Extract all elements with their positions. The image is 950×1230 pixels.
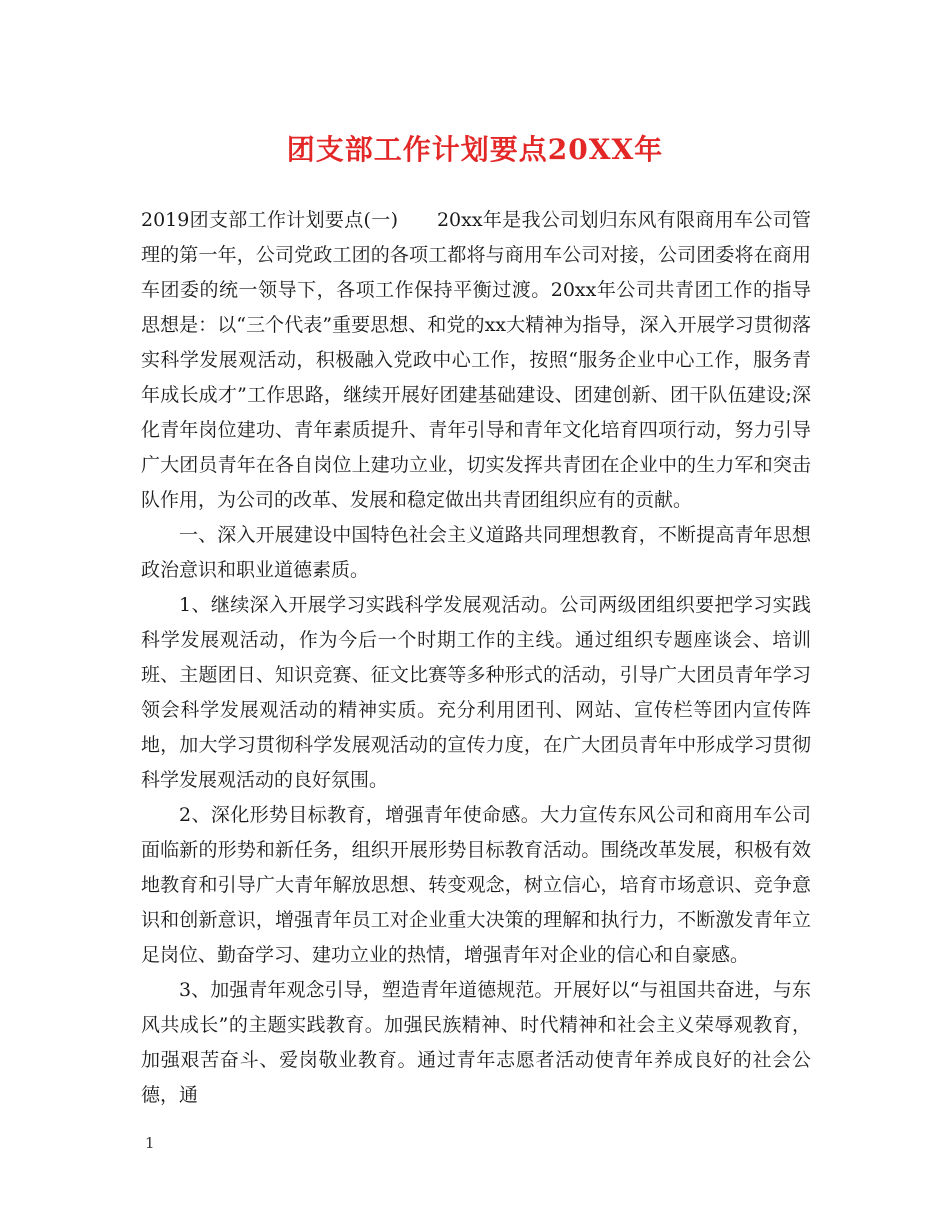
paragraph-item-2: 2、深化形势目标教育，增强青年使命感。大力宣传东风公司和商用车公司面临新的形势和新任务，组织开展形势目标教育活动。围绕改革发展，积极有效地教育和引导广大青年解放思想、转变观念，树立信心，培育市场意识、竞争意识和创新意识，增强青年员工对企业重大决策的理解和执行力，不断激发青年立足岗位、勤奋学习、建功立业的热情，增强青年对企业的信心和自豪感。 [141, 804, 811, 966]
document-body [141, 203, 811, 1113]
page-title: 团支部工作计划要点20XX年 [286, 133, 664, 166]
paragraph-item-3: 3、加强青年观念引导，塑造青年道德规范。开展好以“与祖国共奋进，与东风共成长”的主题实践教育。加强民族精神、时代精神和社会主义荣辱观教育，加强艰苦奋斗、爱岗敬业教育。通过青年志愿者活动使青年养成良好的社会公德，通 [141, 979, 811, 1106]
page-number: 1 [145, 1134, 155, 1152]
paragraph-section-1: 一、深入开展建设中国特色社会主义道路共同理想教育，不断提高青年思想政治意识和职业道德素质。 [141, 524, 811, 581]
paragraph-intro: 2019团支部工作计划要点(一) 20xx年是我公司划归东风有限商用车公司管理的第一年，公司党政工团的各项工都将与商用车公司对接，公司团委将在商用车团委的统一领导下，各项工作保持平衡过渡。20xx年公司共青团工作的指导思想是：以“三个代表”重要思想、和党的xx大精神为指导，深入开展学习贯彻落实科学发展观活动，积极融入党政中心工作，按照“服务企业中心工作，服务青年成长成才”工作思路，继续开展好团建基础建设、团建创新、团干队伍建设;深化青年岗位建功、青年素质提升、青年引导和青年文化培育四项行动，努力引导广大团员青年在各自岗位上建功立业，切实发挥共青团在企业中的生力军和突击队作用，为公司的改革、发展和稳定做出共青团组织应有的贡献。 [141, 209, 811, 511]
paragraph-item-1: 1、继续深入开展学习实践科学发展观活动。公司两级团组织要把学习实践科学发展观活动，作为今后一个时期工作的主线。通过组织专题座谈会、培训班、主题团日、知识竞赛、征文比赛等多种形式的活动，引导广大团员青年学习领会科学发展观活动的精神实质。充分利用团刊、网站、宣传栏等团内宣传阵地，加大学习贯彻科学发展观活动的宣传力度，在广大团员青年中形成学习贯彻科学发展观活动的良好氛围。 [141, 594, 811, 791]
